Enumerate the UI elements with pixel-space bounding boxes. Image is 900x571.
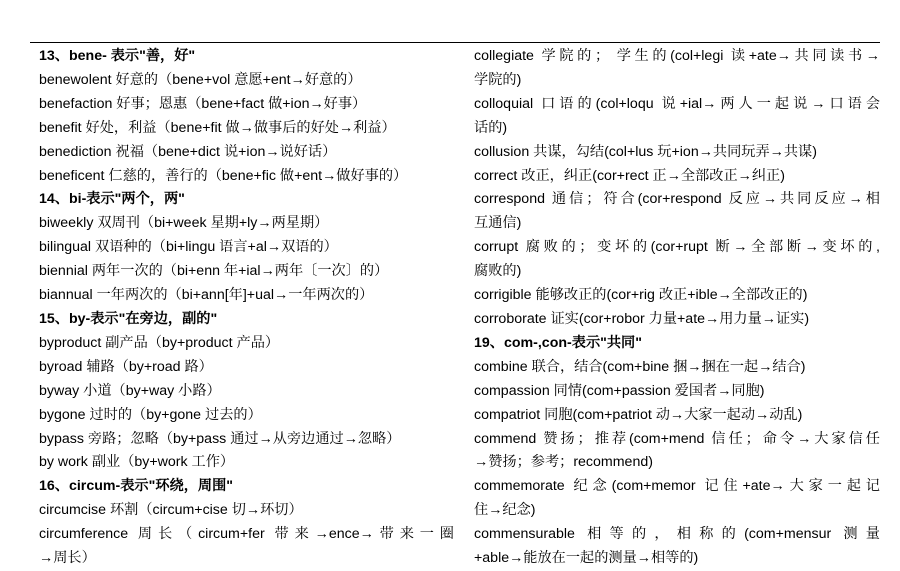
entry-line: 住→纪念) bbox=[474, 502, 536, 519]
entry-line: benefit 好处，利益（bene+fit 做→做事后的好处→利益） bbox=[39, 119, 396, 136]
entry-line: byroad 辅路（by+road 路） bbox=[39, 358, 213, 375]
entry-line: commemorate 纪念(com+memor 记住+ate→大家一起记 bbox=[474, 478, 880, 495]
entry-line: 互通信) bbox=[474, 215, 522, 232]
section-heading: 19、com-,con-表示"共同" bbox=[474, 334, 642, 351]
entry-line: benefaction 好事；恩惠（bene+fact 做+ion→好事） bbox=[39, 95, 367, 112]
entry-line: circumcise 环割（circum+cise 切→环切） bbox=[39, 502, 303, 519]
entry-line: corrigible 能够改正的(cor+rig 改正+ible→全部改正的) bbox=[474, 287, 808, 304]
section-heading: 16、circum-表示"环绕，周围" bbox=[39, 478, 233, 495]
entry-line: compatriot 同胞(com+patriot 动→大家一起动→动乱) bbox=[474, 406, 803, 423]
entry-line: +able→能放在一起的测量→相等的) bbox=[474, 550, 699, 567]
entry-line: biweekly 双周刊（bi+week 星期+ly→两星期） bbox=[39, 215, 329, 232]
entry-line: by work 副业（by+work 工作） bbox=[39, 454, 235, 471]
entry-line: commensurable 相等的，相称的(com+mensur 测量 bbox=[474, 526, 880, 543]
entry-line: corrupt 腐败的；变坏的(cor+rupt 断→全部断→变坏的, bbox=[474, 239, 880, 256]
left-column bbox=[39, 45, 454, 571]
section-heading: 13、bene- 表示"善，好" bbox=[39, 48, 196, 64]
section-heading: 15、by-表示"在旁边，副的" bbox=[39, 310, 218, 327]
entry-line: 学院的) bbox=[474, 71, 522, 88]
entry-line: beneficent 仁慈的，善行的（bene+fic 做+ent→做好事的） bbox=[39, 167, 408, 184]
entry-line: biannual 一年两次的（bi+ann[年]+ual→一年两次的） bbox=[39, 287, 374, 304]
entry-line: correct 改正，纠正(cor+rect 正→全部改正→纠正) bbox=[474, 167, 785, 184]
section-heading: 14、bi-表示"两个，两" bbox=[39, 191, 185, 208]
entry-line: benewolent 好意的（bene+vol 意愿+ent→好意的） bbox=[39, 71, 362, 88]
top-rule bbox=[30, 42, 880, 43]
entry-line: biennial 两年一次的（bi+enn 年+ial→两年〔一次〕的） bbox=[39, 263, 389, 280]
entry-line: bypass 旁路；忽略（by+pass 通过→从旁边通过→忽略） bbox=[39, 430, 401, 447]
entry-line: bilingual 双语种的（bi+lingu 语言+al→双语的） bbox=[39, 239, 338, 256]
entry-line: →赞扬；参考；recommend) bbox=[474, 454, 653, 471]
entry-line: bygone 过时的（by+gone 过去的） bbox=[39, 406, 262, 423]
entry-line: collusion 共谋，勾结(col+lus 玩+ion→共同玩弄→共谋) bbox=[474, 143, 817, 160]
entry-line: combine 联合，结合(com+bine 捆→捆在一起→结合) bbox=[474, 358, 806, 375]
entry-line: compassion 同情(com+passion 爱国者→同胞) bbox=[474, 382, 765, 399]
entry-line: corroborate 证实(cor+robor 力量+ate→用力量→证实) bbox=[474, 310, 810, 327]
entry-line: byway 小道（by+way 小路） bbox=[39, 382, 221, 399]
entry-line: byproduct 副产品（by+product 产品） bbox=[39, 334, 280, 351]
entry-line: correspond 通信；符合(cor+respond 反应→共同反应→相 bbox=[474, 191, 880, 208]
entry-line: benediction 祝福（bene+dict 说+ion→说好话） bbox=[39, 143, 337, 160]
entry-line: commend 赞扬；推荐(com+mend 信任；命令→大家信任 bbox=[474, 430, 880, 447]
right-column bbox=[474, 45, 880, 571]
entry-line: colloquial 口语的(col+loqu 说+ial→两人一起说→口语会 bbox=[474, 95, 880, 112]
entry-line: →周长） bbox=[39, 550, 96, 567]
entry-line: 话的) bbox=[474, 119, 508, 136]
entry-line: circumference 周长（circum+fer 带来→ence→带来一圈 bbox=[39, 526, 454, 543]
entry-line: collegiate 学院的； 学生的(col+legi 读+ate→共同读书→ bbox=[474, 48, 880, 64]
entry-line: 腐败的) bbox=[474, 263, 522, 280]
